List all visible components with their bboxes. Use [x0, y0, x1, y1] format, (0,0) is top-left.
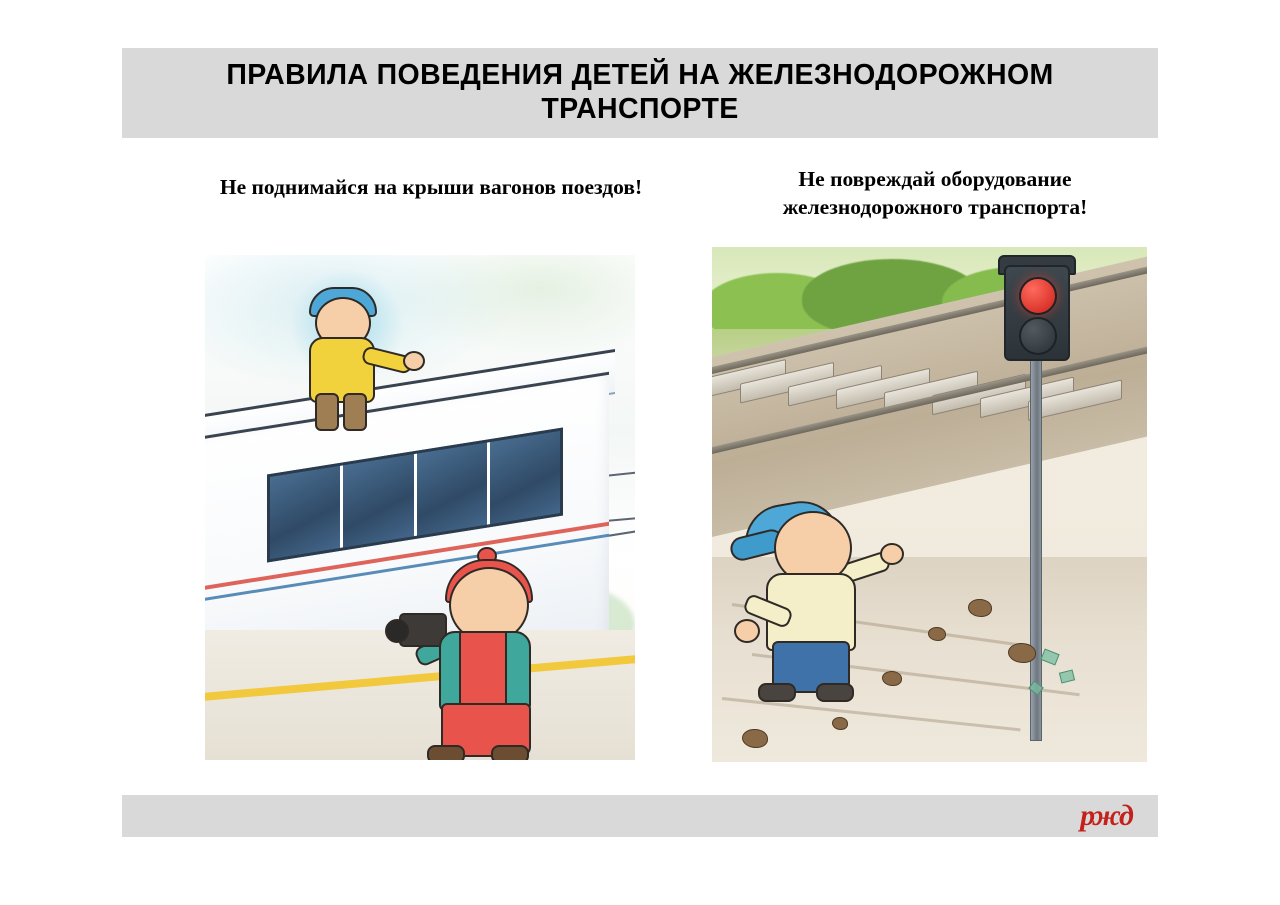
roof-boy-leg	[343, 393, 367, 431]
stone-throwing-boy-figure	[722, 497, 872, 712]
boy-raised-hand	[880, 543, 904, 565]
traffic-light-icon	[1004, 265, 1070, 361]
stone-shape	[928, 627, 946, 641]
signal-pole	[1030, 319, 1042, 741]
caption-right: Не повреждай оборудование железнодорожного транспорта!	[782, 167, 1088, 219]
camera-lens-icon	[385, 619, 409, 643]
boy-lower-hand	[734, 619, 760, 643]
slide-footer-bar	[122, 795, 1158, 837]
illustration-right	[712, 247, 1147, 762]
stone-shape	[1008, 643, 1036, 663]
signal-lamp-off	[1019, 317, 1057, 355]
photographer-vest	[459, 633, 507, 707]
roof-boy-leg	[315, 393, 339, 431]
photographer-shoe	[427, 745, 465, 760]
boy-shoe	[816, 683, 854, 702]
stone-shape	[968, 599, 992, 617]
stone-shape	[882, 671, 902, 686]
boy-shoe	[758, 683, 796, 702]
page-title: ПРАВИЛА ПОВЕДЕНИЯ ДЕТЕЙ НА ЖЕЛЕЗНОДОРОЖНОМ ТРАНСПОРТЕ	[226, 59, 1054, 125]
illustration-left	[205, 255, 635, 760]
caption-left: Не поднимайся на крыши вагонов поездов!	[219, 175, 643, 199]
roof-boy-hand	[403, 351, 425, 371]
rzd-logo: ржд	[1080, 799, 1132, 832]
boy-on-roof-figure	[291, 277, 401, 427]
stone-shape	[832, 717, 848, 730]
signal-lamp-red	[1019, 277, 1057, 315]
stone-shape	[742, 729, 768, 748]
photographer-boy-figure	[405, 555, 545, 760]
slide-header-bar	[122, 48, 1158, 138]
photographer-shoe	[491, 745, 529, 760]
